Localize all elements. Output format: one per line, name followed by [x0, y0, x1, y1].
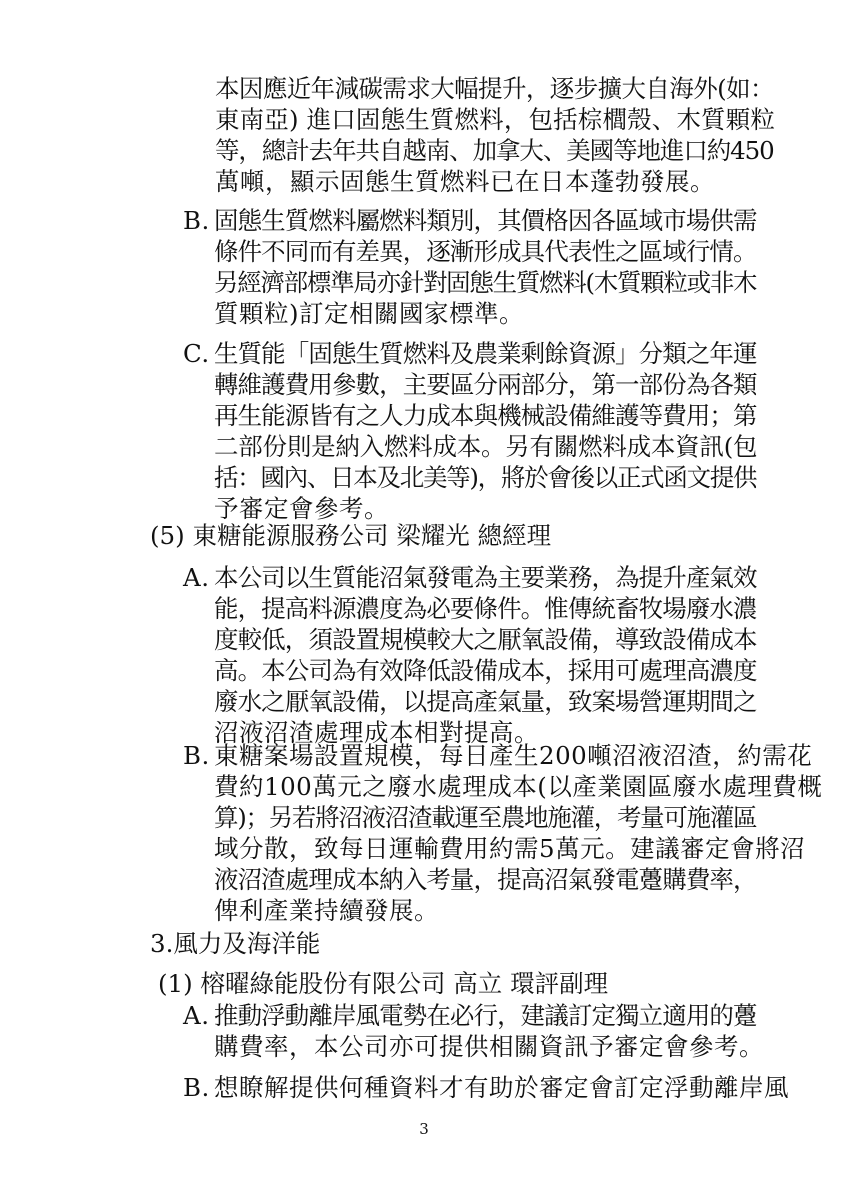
section-heading-5: (5) 東糖能源服務公司 梁耀光 總經理	[150, 521, 552, 550]
page-number: 3	[419, 1120, 429, 1138]
text-line: 再生能源皆有之人力成本與機械設備維護等費用；第	[214, 401, 757, 430]
text-line: 萬噸，顯示固態生質燃料已在日本蓬勃發展。	[215, 167, 715, 196]
text-line: 高。本公司為有效降低設備成本，採用可處理高濃度	[214, 656, 757, 685]
text-line: 廢水之厭氧設備，以提高產氣量，致案場營運期間之	[214, 687, 757, 716]
text-line: 固態生質燃料屬燃料類別，其價格因各區域市場供需	[214, 206, 757, 235]
text-line: 費約100萬元之廢水處理成本(以產業園區廢水處理費概	[214, 772, 823, 801]
text-line: 質顆粒)訂定相關國家標準。	[214, 299, 525, 328]
text-line: 沼液沼渣處理成本相對提高。	[214, 718, 539, 747]
text-line: 二部份則是納入燃料成本。另有關燃料成本資訊(包	[214, 432, 758, 461]
item-marker: A.	[183, 563, 210, 592]
text-line: 域分散，致每日運輸費用約需5萬元。建議審定會將沼	[214, 834, 806, 863]
text-line: 液沼渣處理成本納入考量，提高沼氣發電躉購費率，	[214, 865, 757, 894]
text-line: 東南亞) 進口固態生質燃料，包括棕櫚殼、木質顆粒	[215, 105, 775, 134]
text-line: 生質能「固態生質燃料及農業剩餘資源」分類之年運	[214, 339, 757, 368]
text-line: 條件不同而有差異，逐漸形成具代表性之區域行情。	[214, 237, 757, 266]
text-line: 俾利產業持續發展。	[214, 896, 439, 925]
item-marker: B.	[183, 1073, 210, 1102]
text-line: 轉維護費用參數，主要區分兩部分，第一部份為各類	[214, 370, 757, 399]
text-line: 本公司以生質能沼氣發電為主要業務，為提升產氣效	[214, 563, 757, 592]
text-line: 括：國內、日本及北美等)，將於會後以正式函文提供	[214, 463, 757, 492]
text-line: 等，總計去年共自越南、加拿大、美國等地進口約450	[215, 136, 774, 165]
continued-paragraph	[215, 73, 775, 197]
item-marker: B.	[183, 741, 210, 770]
text-line: 購費率，本公司亦可提供相關資訊予審定會參考。	[214, 1032, 764, 1061]
text-line: 度較低，須設置規模較大之厭氧設備，導致設備成本	[214, 625, 757, 654]
text-line: 推動浮動離岸風電勢在必行，建議訂定獨立適用的躉	[214, 1001, 757, 1030]
text-line: 本因應近年減碳需求大幅提升，逐步擴大自海外(如：	[215, 74, 774, 103]
text-line: 能，提高料源濃度為必要條件。惟傳統畜牧場廢水濃	[214, 594, 757, 623]
item-marker: A.	[183, 1001, 210, 1030]
text-line: 另經濟部標準局亦針對固態生質燃料(木質顆粒或非木	[214, 268, 757, 297]
item-marker: B.	[183, 206, 210, 235]
text-line: 想瞭解提供何種資料才有助於審定會訂定浮動離岸風	[214, 1073, 789, 1102]
item-marker: C.	[183, 339, 210, 368]
section-heading-3: 3.風力及海洋能	[150, 929, 321, 958]
text-line: 東糖案場設置規模，每日產生200噸沼液沼渣，約需花	[214, 741, 813, 770]
text-line: 算)；另若將沼液沼渣載運至農地施灌，考量可施灌區	[214, 803, 757, 832]
subsection-heading-3-1: (1) 榕曜綠能股份有限公司 高立 環評副理	[158, 969, 609, 998]
text-line: 予審定會參考。	[214, 494, 389, 523]
